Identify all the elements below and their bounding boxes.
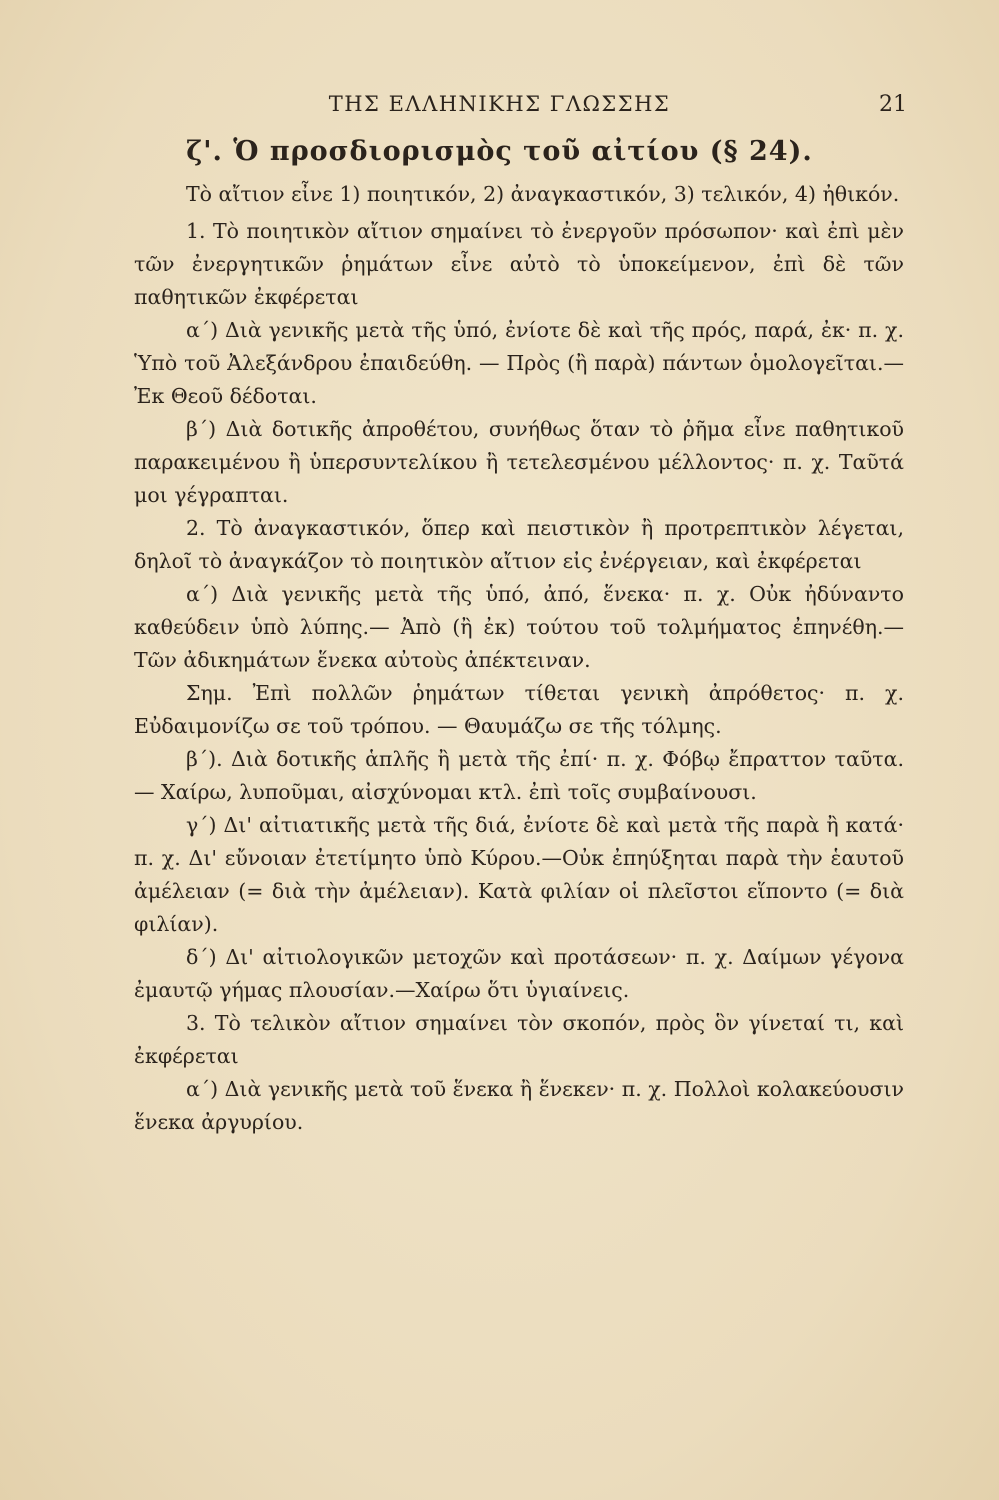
paragraph-anagkastikon-a: α΄) Διὰ γενικῆς μετὰ τῆς ὑπό, ἀπό, ἕνεκα· π. χ. Οὐκ ἠδύναντο καθεύδειν ὑπὸ λύπης.— Ἀπὸ (ἢ ἐκ) τούτου τοῦ τολμήματος ἐπηνέθη.—Τῶν ἀδικημάτων ἕνεκα αὐτοὺς ἀπέκτειναν.	[134, 582, 904, 672]
body-text	[134, 178, 904, 1139]
page-number: 21	[879, 92, 907, 117]
paragraph-poietikon-b: β΄) Διὰ δοτικῆς ἀπροθέτου, συνήθως ὅταν τὸ ῥῆμα εἶνε παθητικοῦ παρακειμένου ἢ ὑπερσυντελίκου ἢ τετελεσμένου μέλλοντος· π. χ. Ταῦτά μοι γέγραπται.	[134, 417, 904, 507]
paragraph-anagkastikon-b: β΄). Διὰ δοτικῆς ἁπλῆς ἢ μετὰ τῆς ἐπί· π. χ. Φόβῳ ἔπραττον ταῦτα. — Χαίρω, λυποῦμαι, αἰσχύνομαι κτλ. ἐπὶ τοῖς συμβαίνουσι.	[134, 747, 904, 804]
running-header	[0, 92, 999, 122]
paragraph-note: Σημ. Ἐπὶ πολλῶν ῥημάτων τίθεται γενικὴ ἀπρόθετος· π. χ. Εὐδαιμονίζω σε τοῦ τρόπου. — Θαυμάζω σε τῆς τόλμης.	[134, 681, 904, 738]
paragraph-telikon: 3. Τὸ τελικὸν αἴτιον σημαίνει τὸν σκοπόν, πρὸς ὃν γίνεταί τι, καὶ ἐκφέρεται	[134, 1011, 904, 1068]
paragraph-anagkastikon-c: γ΄) Δι' αἰτιατικῆς μετὰ τῆς διά, ἐνίοτε δὲ καὶ μετὰ τῆς παρὰ ἢ κατά· π. χ. Δι' εὔνοιαν ἐτετίμητο ὑπὸ Κύρου.—Οὐκ ἐπηύξηται παρὰ τὴν ἑαυτοῦ ἀμέλειαν (= διὰ τὴν ἀμέλειαν). Κατὰ φιλίαν οἱ πλεῖστοι εἵποντο (= διὰ φιλίαν).	[134, 813, 904, 936]
running-title: ΤΗΣ ΕΛΛΗΝΙΚΗΣ ΓΛΩΣΣΗΣ	[328, 92, 671, 116]
paragraph-anagkastikon-d: δ΄) Δι' αἰτιολογικῶν μετοχῶν καὶ προτάσεων· π. χ. Δαίμων γέγονα ἐμαυτῷ γήμας πλουσίαν.—Χαίρω ὅτι ὑγιαίνεις.	[134, 945, 904, 1002]
paragraph-poietikon: 1. Τὸ ποιητικὸν αἴτιον σημαίνει τὸ ἐνεργοῦν πρόσωπον· καὶ ἐπὶ μὲν τῶν ἐνεργητικῶν ῥημάτων εἶνε αὐτὸ τὸ ὑποκείμενον, ἐπὶ δὲ τῶν παθητικῶν ἐκφέρεται	[134, 219, 904, 309]
paragraph-intro: Τὸ αἴτιον εἶνε 1) ποιητικόν, 2) ἀναγκαστικόν, 3) τελικόν, 4) ἠθικόν.	[186, 182, 900, 206]
paragraph-telikon-a: α΄) Διὰ γενικῆς μετὰ τοῦ ἕνεκα ἢ ἕνεκεν· π. χ. Πολλοὶ κολακεύουσιν ἕνεκα ἀργυρίου.	[134, 1077, 904, 1134]
paragraph-poietikon-a: α΄) Διὰ γενικῆς μετὰ τῆς ὑπό, ἐνίοτε δὲ καὶ τῆς πρός, παρά, ἐκ· π. χ. Ὑπὸ τοῦ Ἀλεξάνδρου ἐπαιδεύθη. — Πρὸς (ἢ παρὰ) πάντων ὁμολογεῖται.—Ἐκ Θεοῦ δέδοται.	[134, 318, 904, 408]
section-heading: ζ'. Ὁ προσδιορισμὸς τοῦ αἰτίου (§ 24).	[186, 136, 813, 167]
paragraph-anagkastikon: 2. Τὸ ἀναγκαστικόν, ὅπερ καὶ πειστικὸν ἢ προτρεπτικὸν λέγεται, δηλοῖ τὸ ἀναγκάζον τὸ ποιητικὸν αἴτιον εἰς ἐνέργειαν, καὶ ἐκφέρεται	[134, 516, 904, 573]
